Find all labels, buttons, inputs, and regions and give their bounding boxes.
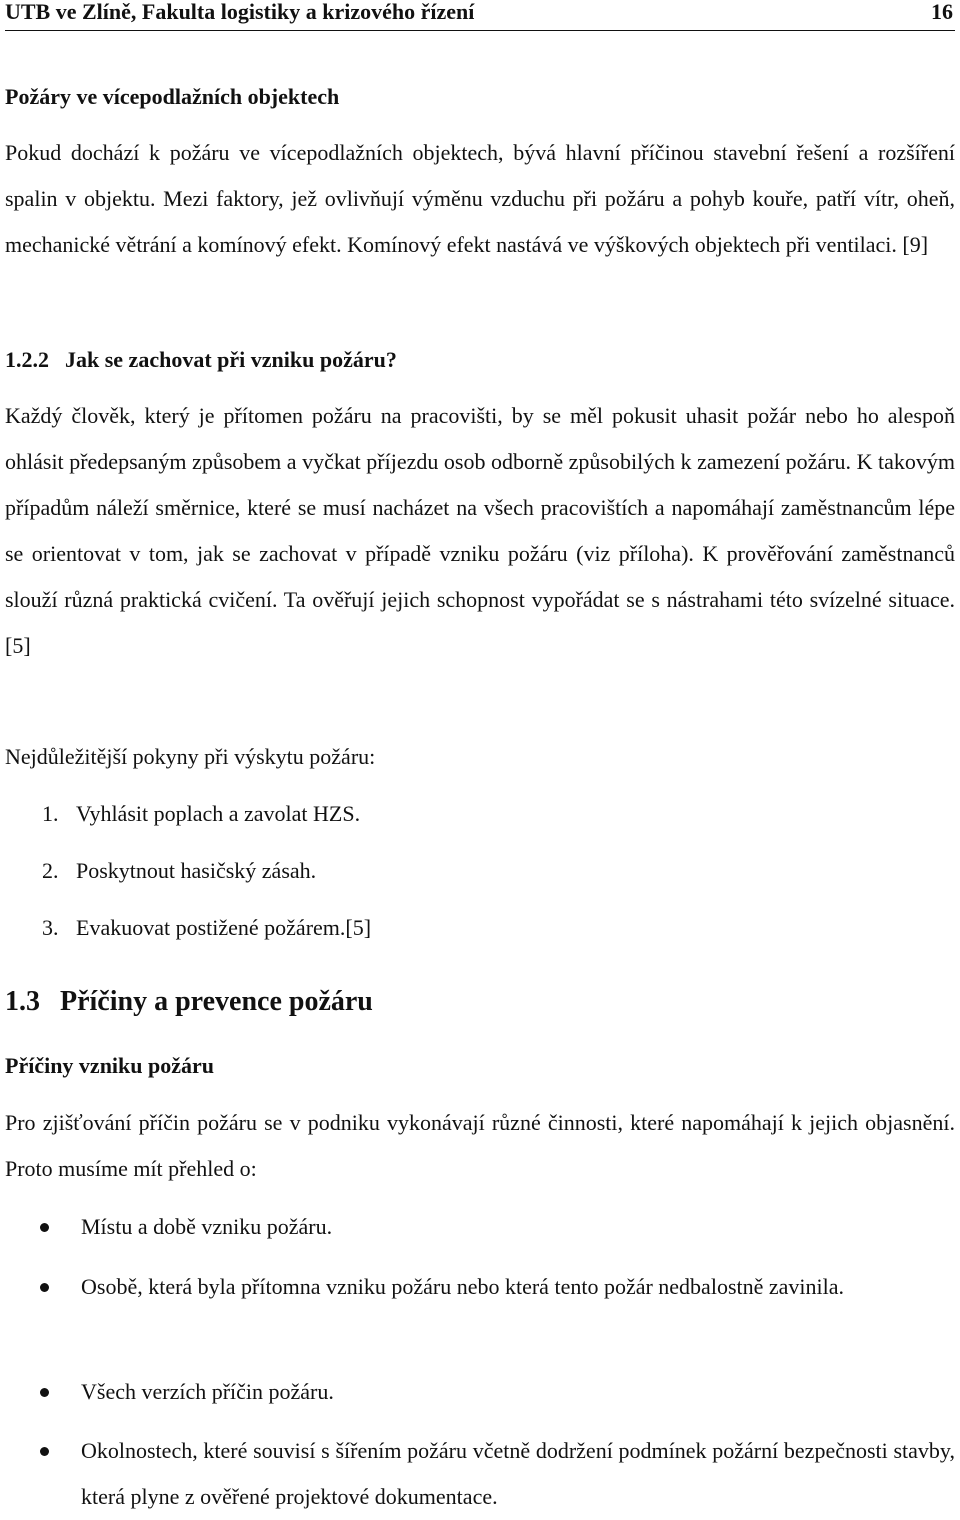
bullet-text: Všech verzích příčin požáru.: [81, 1379, 334, 1404]
paragraph-how-to-act: Každý člověk, který je přítomen požáru na pracovišti, by se měl pokusit uhasit požár nebo ho alespoň ohlásit předepsaným způsobem a vyčkat příjezdu osob odborně způsobilých k zamezení požáru. K takovým případům náleží směrnice, které se musí nacházet na všech pracovištích a napomáhají zaměstnancům lépe se orientovat v tom, jak se zachovat v případě vzniku požáru (viz příloha). K prověřování zaměstnanců slouží různá praktická cvičení. Ta ověřují jejich schopnost vypořádat se s nástrahami této svízelné situace. [5]: [5, 403, 955, 658]
section-heading-1-2-2: [5, 345, 955, 375]
paragraph-multistorey: Pokud dochází k požáru ve vícepodlažních objektech, bývá hlavní příčinou stavební řešení a rozšíření spalin v objektu. Mezi faktory, jež ovlivňují výměnu vzduchu při požáru a pohyb kouře, patří vítr, oheň, mechanické větrání a komínový efekt. Komínový efekt nastává ve výškových objektech při ventilaci. [9]: [5, 140, 955, 257]
page-number: 16: [931, 0, 953, 24]
list-item-text: Poskytnout hasičský zásah.: [76, 858, 317, 883]
bullet-text: Osobě, která byla přítomna vzniku požáru nebo která tento požár nedbalostně zavinila.: [81, 1274, 845, 1299]
instructions-intro: Nejdůležitější pokyny při výskytu požáru:: [5, 744, 376, 769]
list-item-text: Evakuovat postižené požárem.[5]: [76, 915, 372, 940]
header-title: UTB ve Zlíně, Fakulta logistiky a krizového řízení: [5, 0, 475, 24]
section-title: Jak se zachovat při vzniku požáru?: [65, 347, 397, 372]
subheading-causes: Příčiny vzniku požáru: [5, 1053, 215, 1078]
bullet-icon: [40, 1388, 49, 1397]
list-item-number: 1.: [42, 801, 59, 826]
chapter-title: Příčiny a prevence požáru: [60, 986, 373, 1017]
bullet-icon: [40, 1223, 49, 1232]
chapter-number: 1.3: [5, 986, 40, 1017]
bullet-icon: [40, 1283, 49, 1292]
bullet-icon: [40, 1447, 49, 1456]
page-header: [5, 0, 955, 31]
section-heading-multistorey: Požáry ve vícepodlažních objektech: [5, 84, 340, 109]
list-item: [42, 913, 371, 943]
list-item: [42, 799, 360, 829]
list-item-text: Vyhlásit poplach a zavolat HZS.: [76, 801, 361, 826]
bullet-text: Okolnostech, které souvisí s šířením požáru včetně dodržení podmínek požární bezpečnosti stavby, která plyne z ověřené projektové dokumentace.: [81, 1438, 955, 1509]
section-number: 1.2.2: [5, 347, 49, 372]
list-item: [42, 856, 316, 886]
list-item-number: 3.: [42, 915, 59, 940]
bullet-text: Místu a době vzniku požáru.: [81, 1214, 333, 1239]
paragraph-causes: Pro zjišťování příčin požáru se v podniku vykonávají různé činnosti, které napomáhají k jejich objasnění. Proto musíme mít přehled o:: [5, 1110, 955, 1181]
chapter-heading-1-3: [5, 985, 955, 1019]
list-item-number: 2.: [42, 858, 59, 883]
